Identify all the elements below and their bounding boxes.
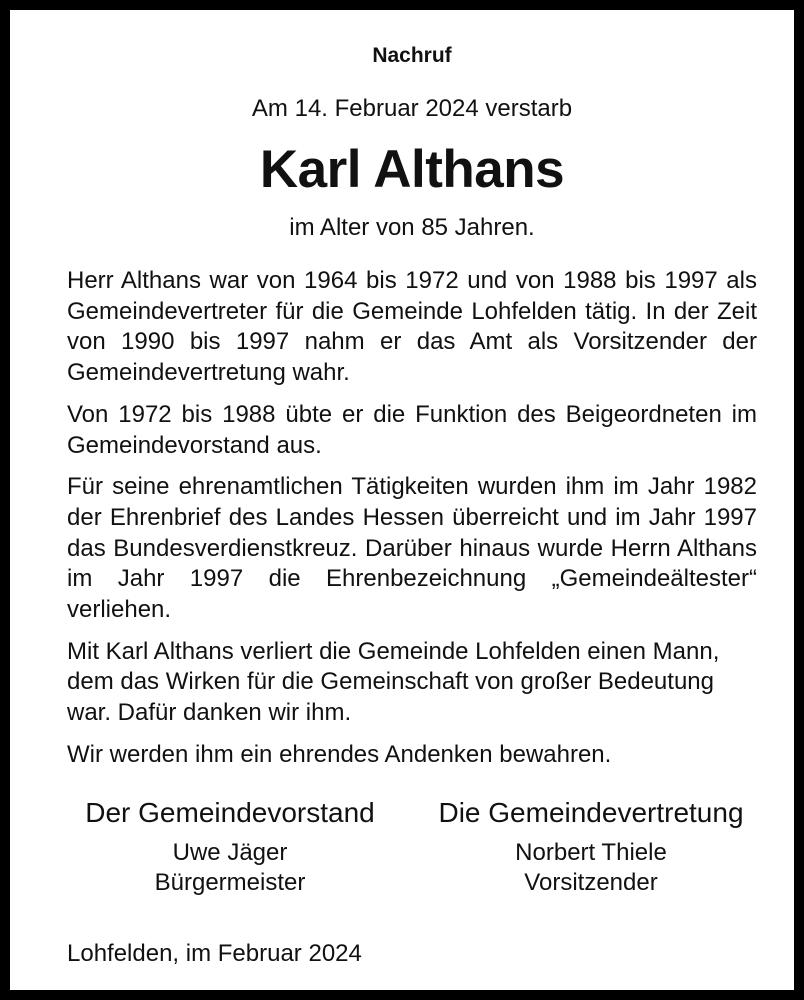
paragraph-tribute: Mit Karl Althans verliert die Gemeinde Lohfelden einen Mann, dem das Wirken für die Gemeinschaft von großer Bedeutung war. Dafür danken wir ihm. bbox=[67, 637, 720, 727]
signature-person: Uwe Jäger bbox=[172, 839, 288, 866]
age-line: im Alter von 85 Jahren. bbox=[289, 214, 535, 241]
signature-person: Norbert Thiele bbox=[515, 839, 667, 866]
signature-block-council bbox=[401, 796, 781, 898]
signature-role: Bürgermeister bbox=[154, 869, 306, 896]
place-date: Lohfelden, im Februar 2024 bbox=[67, 940, 362, 967]
paragraph-closing: Wir werden ihm ein ehrendes Andenken bewahren. bbox=[67, 740, 612, 768]
obituary-body bbox=[67, 266, 757, 782]
paragraph-career: Herr Althans war von 1964 bis 1972 und von 1988 bis 1997 als Gemeindevertreter für die Gemeinde Lohfelden tätig. In der Zeit von 1990 bis 1997 nahm er das Amt als Vorsitzender der Gemeindevertretung wahr. bbox=[67, 267, 757, 387]
paragraph-board: Von 1972 bis 1988 übte er die Funktion des Beigeordneten im Gemeindevorstand aus. bbox=[67, 400, 757, 459]
deceased-name: Karl Althans bbox=[259, 140, 565, 199]
signature-block-executive bbox=[40, 796, 420, 898]
notice-heading: Nachruf bbox=[372, 44, 452, 67]
paragraph-honors: Für seine ehrenamtlichen Tätigkeiten wurden ihm im Jahr 1982 der Ehrenbrief des Landes Hessen überreicht und im Jahr 1997 das Bundesverdienstkreuz. Darüber hinaus wurde Herrn Althans im Jahr 1997 die Ehrenbezeichnung „Gemeindeältester“ verliehen. bbox=[67, 473, 757, 624]
signature-organization: Der Gemeindevorstand bbox=[85, 797, 375, 828]
signature-role: Vorsitzender bbox=[524, 869, 658, 896]
death-date-line: Am 14. Februar 2024 verstarb bbox=[251, 95, 573, 122]
signature-organization: Die Gemeindevertretung bbox=[438, 797, 744, 828]
